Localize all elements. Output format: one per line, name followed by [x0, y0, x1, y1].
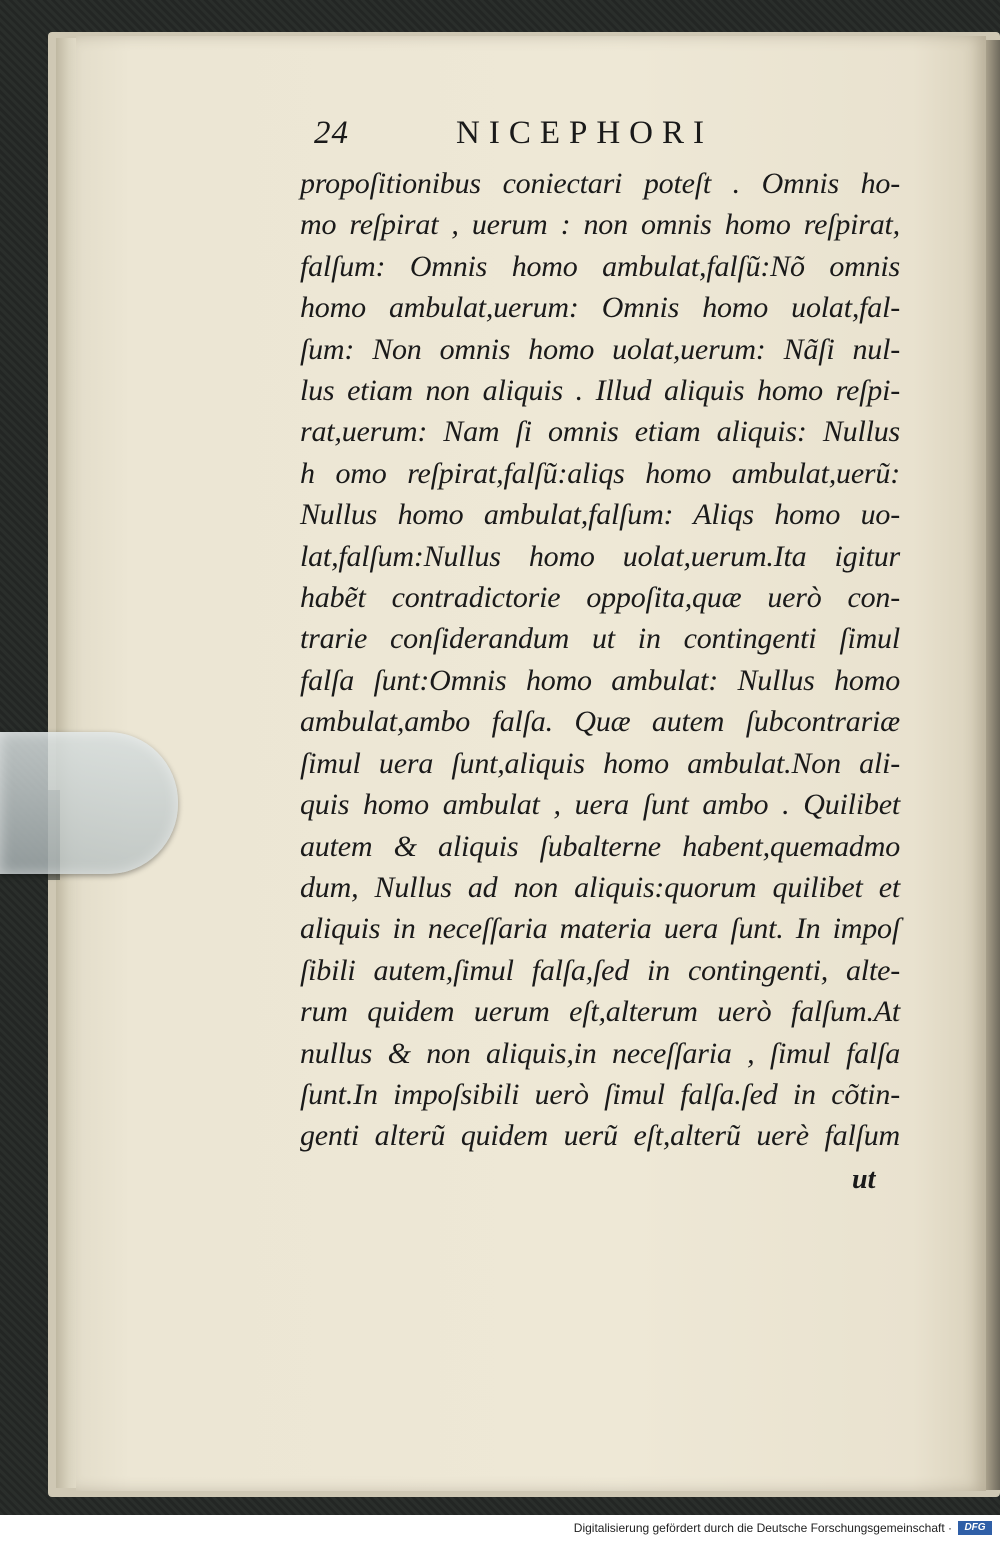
gutter-edge — [986, 40, 1000, 1490]
text-line: rum quidem uerum eſt,alterum uerò falſum.At — [300, 995, 900, 1029]
text-line: falſum: Omnis homo ambulat,falſũ:Nõ omnis — [300, 249, 900, 283]
text-line: ambulat,ambo falſa. Quæ autem ſubcontrariæ — [300, 705, 900, 739]
body-text — [300, 163, 900, 1157]
text-line: genti alterũ quidem uerũ eſt,alterũ uerè falſum — [300, 1119, 900, 1153]
text-line: quis homo ambulat , uera ſunt ambo . Quilibet — [300, 788, 900, 822]
text-line: lus etiam non aliquis . Illud aliquis homo reſpi- — [300, 374, 900, 408]
text-line: homo ambulat,uerum: Omnis homo uolat,fal- — [300, 291, 900, 325]
text-line: habẽt contradictorie oppoſita,quæ uerò con- — [300, 581, 900, 615]
running-title: NICEPHORI — [456, 115, 714, 151]
catchword: ut — [852, 1164, 876, 1195]
text-line: autem & aliquis ſubalterne habent,quemadmo — [300, 829, 900, 863]
text-line: ſunt.In impoſsibili uerò ſimul falſa.ſed in cõtin- — [300, 1077, 900, 1111]
text-block — [300, 115, 900, 1157]
text-line: falſa ſunt:Omnis homo ambulat: Nullus homo — [300, 663, 900, 697]
text-line: h omo reſpirat,falſũ:aliqs homo ambulat,uerũ: — [300, 456, 900, 490]
text-line: ſibili autem,ſimul falſa,ſed in contingenti, alte- — [300, 953, 900, 987]
page-number: 24 — [314, 115, 349, 151]
text-line: Nullus homo ambulat,falſum: Aliqs homo uo- — [300, 498, 900, 532]
text-line: ſimul uera ſunt,aliquis homo ambulat.Non ali- — [300, 746, 900, 780]
running-head — [300, 115, 900, 163]
text-line: ſum: Non omnis homo uolat,uerum: Nãſi nul- — [300, 332, 900, 366]
text-line: propoſitionibus coniectari poteſt . Omnis ho- — [300, 167, 900, 200]
text-line: rat,uerum: Nam ſi omnis etiam aliquis: Nullus — [300, 415, 900, 449]
text-line: nullus & non aliquis,in neceſſaria , ſimul falſa — [300, 1036, 900, 1070]
text-line: dum, Nullus ad non aliquis:quorum quilibet et — [300, 870, 900, 904]
text-line: aliquis in neceſſaria materia uera ſunt. In impoſ — [300, 912, 900, 946]
funding-credit: Digitalisierung gefördert durch die Deutsche Forschungsgemeinschaft · — [573, 1521, 952, 1535]
footer-bar — [0, 1515, 1000, 1541]
text-line: mo reſpirat , uerum : non omnis homo reſpirat, — [300, 208, 900, 242]
text-line: lat,falſum:Nullus homo uolat,uerum.Ita igitur — [300, 539, 900, 573]
text-line: trarie conſiderandum ut in contingenti ſimul — [300, 622, 900, 656]
dfg-logo: DFG — [958, 1521, 992, 1535]
page-clip — [0, 732, 178, 874]
